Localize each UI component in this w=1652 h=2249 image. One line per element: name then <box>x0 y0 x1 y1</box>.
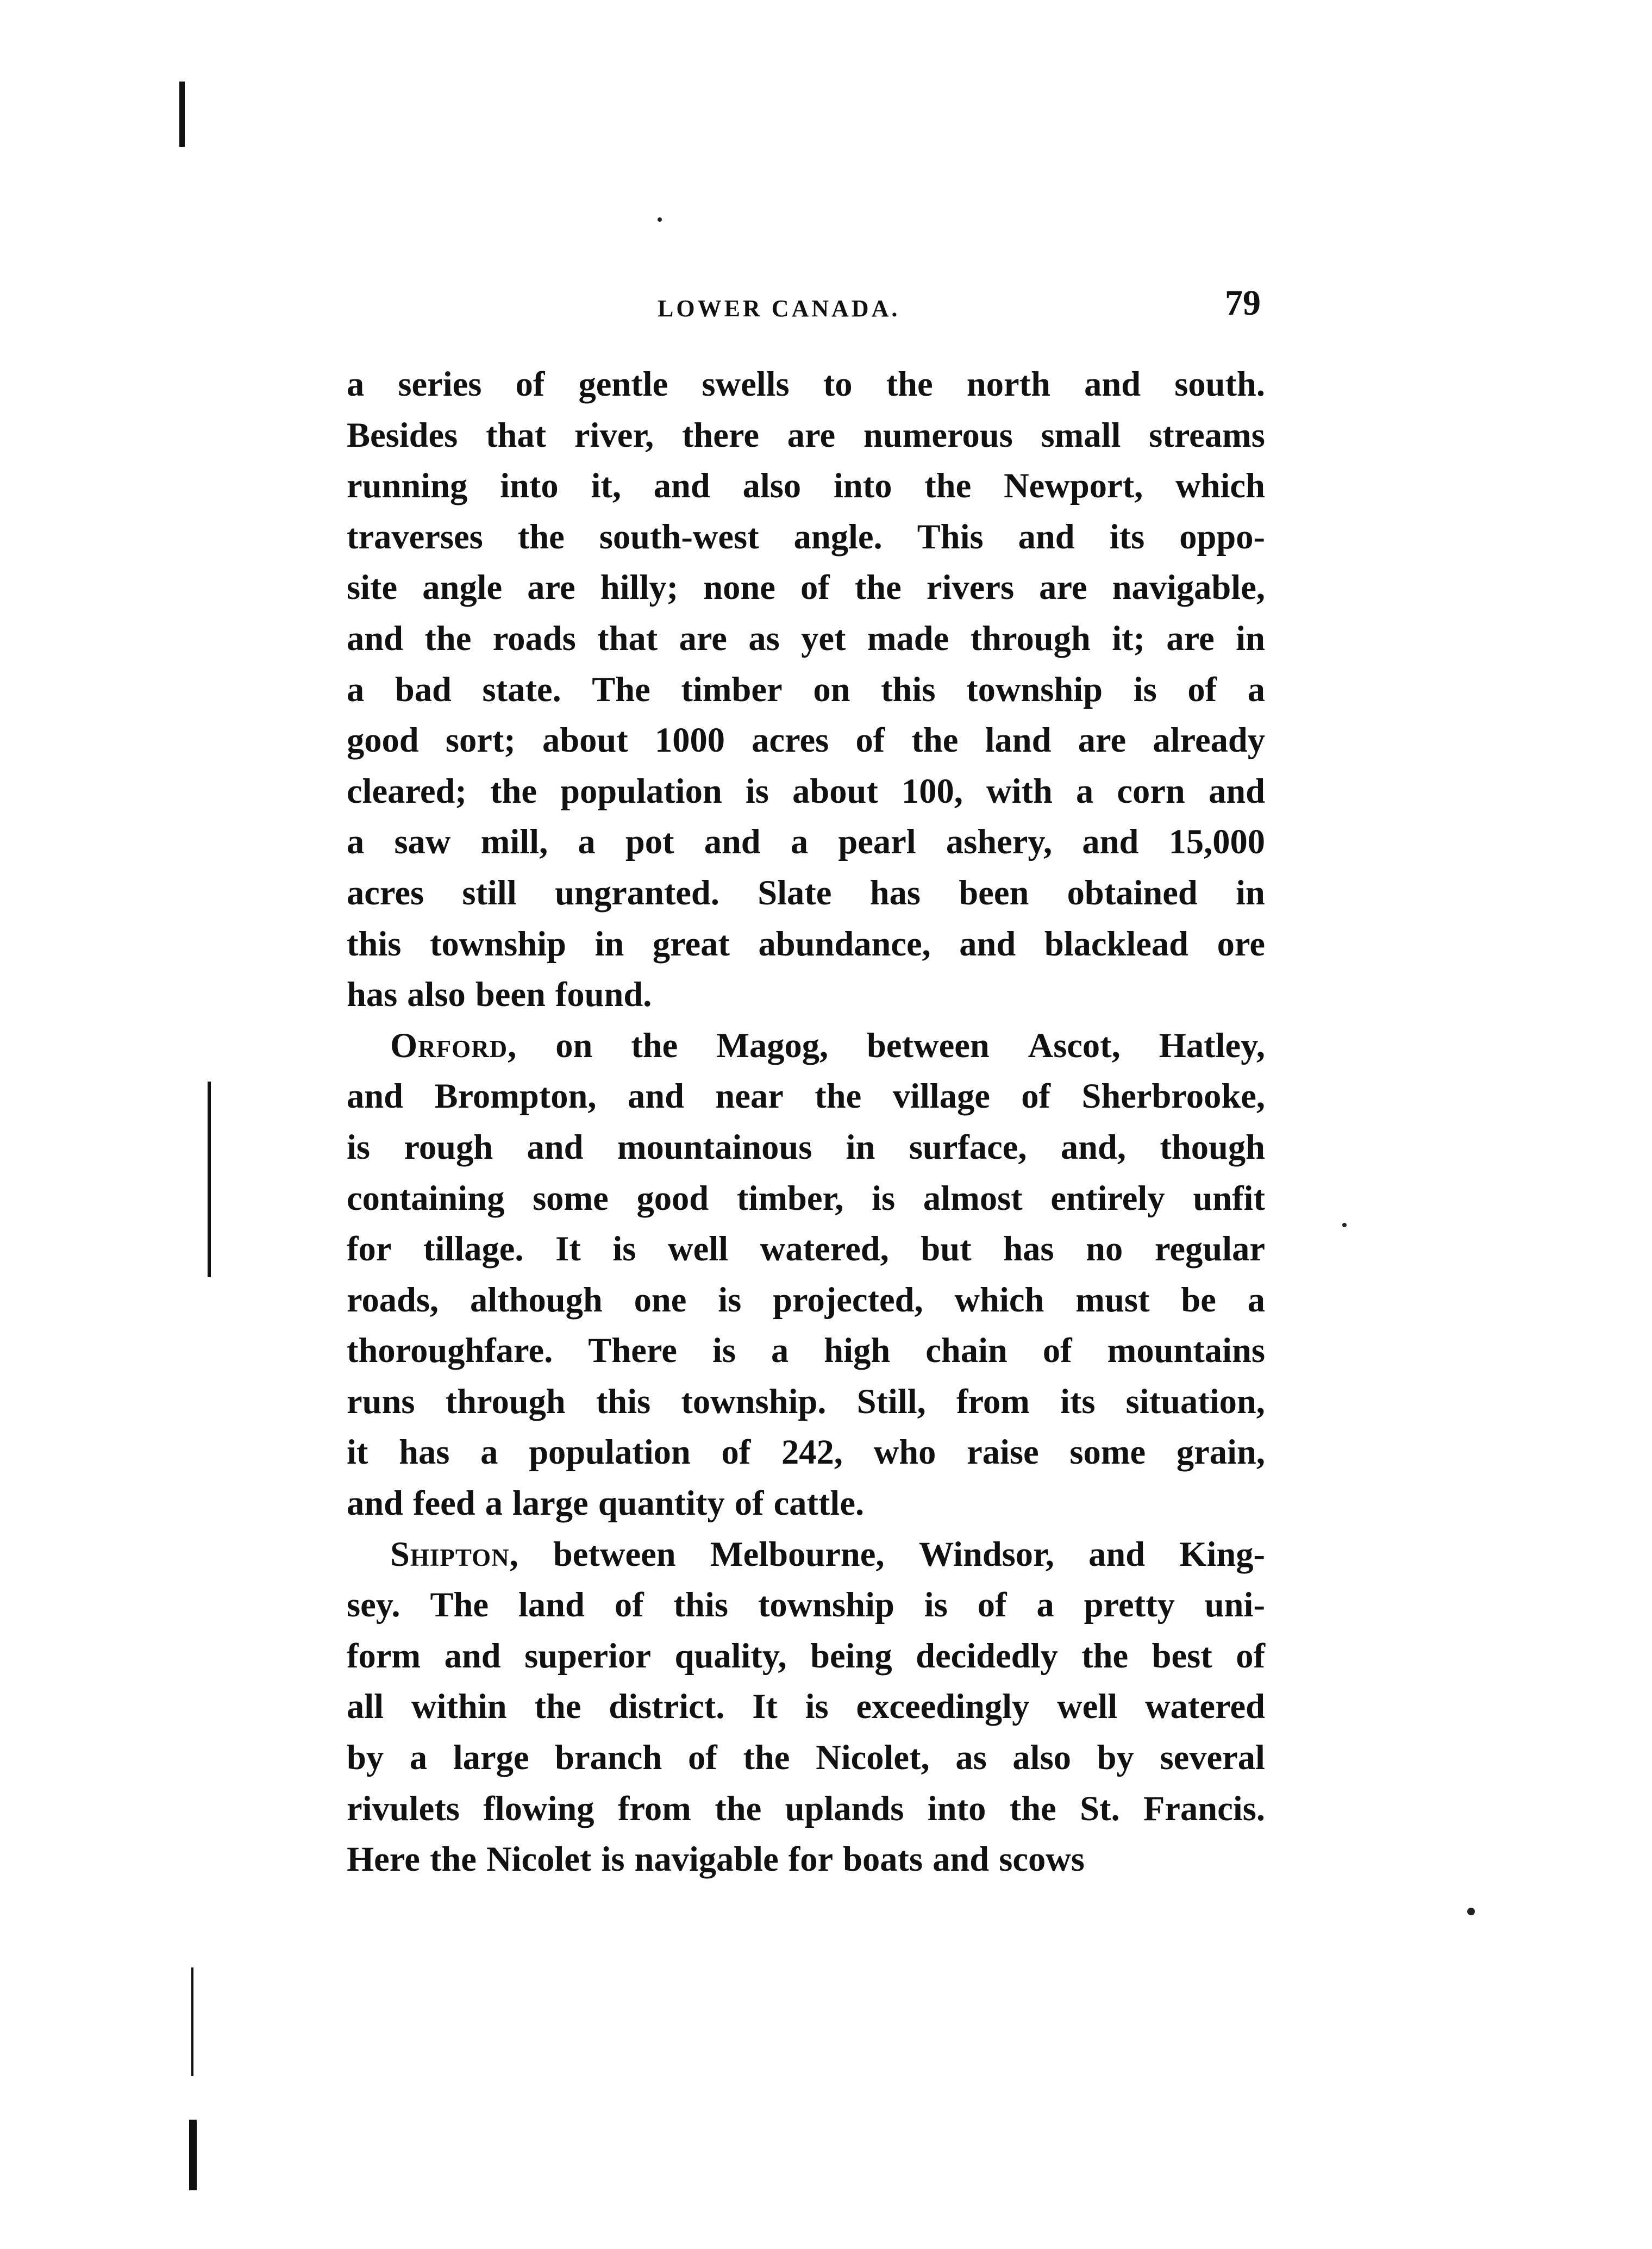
text-line: good sort; about 1000 acres of the land are already <box>347 721 1265 760</box>
text-line: and Brompton, and near the village of Sherbrooke, <box>347 1077 1265 1116</box>
text-line: for tillage. It is well watered, but has no regular <box>347 1229 1265 1269</box>
scan-artifact-speck <box>1342 1223 1347 1227</box>
text-line: running into it, and also into the Newport, which <box>347 466 1265 505</box>
scan-artifact-mark <box>191 1967 193 2076</box>
text-line: and the roads that are as yet made through it; are in <box>347 619 1265 658</box>
text-line: by a large branch of the Nicolet, as also by several <box>347 1738 1265 1777</box>
text-line: Here the Nicolet is navigable for boats and scows <box>347 1840 1085 1879</box>
text-line: containing some good timber, is almost entirely unfit <box>347 1178 1265 1217</box>
text-line: Besides that river, there are numerous small streams <box>347 415 1265 454</box>
paragraph <box>347 1529 1265 1885</box>
body-text <box>347 359 1265 1885</box>
text-line: has also been found. <box>347 975 652 1014</box>
paragraph <box>347 359 1265 1020</box>
running-head: LOWER CANADA. <box>658 295 900 322</box>
text-line: thoroughfare. There is a high chain of mountains <box>347 1331 1265 1370</box>
text-line: form and superior quality, being decidedly the best of <box>347 1636 1265 1675</box>
scan-artifact-speck <box>1467 1908 1475 1915</box>
text-line: a saw mill, a pot and a pearl ashery, and 15,000 <box>347 822 1265 861</box>
paragraph <box>347 1020 1265 1529</box>
text-line: all within the district. It is exceedingly well watered <box>347 1687 1265 1726</box>
paragraph-lead-word: Shipton, <box>390 1534 519 1573</box>
text-line: traverses the south-west angle. This and its oppo- <box>347 517 1265 556</box>
text-line: runs through this township. Still, from its situation, <box>347 1382 1265 1421</box>
text-line: and feed a large quantity of cattle. <box>347 1484 865 1523</box>
text-line: this township in great abundance, and blacklead ore <box>347 924 1265 963</box>
text-line: it has a population of 242, who raise some grain, <box>347 1433 1265 1472</box>
text-line: sey. The land of this township is of a pretty uni- <box>347 1585 1265 1625</box>
scan-artifact-speck <box>658 217 662 222</box>
text-line: a bad state. The timber on this township is of a <box>347 670 1265 709</box>
page-number: 79 <box>1225 283 1261 323</box>
text-line: Shipton, between Melbourne, Windsor, and King- <box>347 1529 1265 1580</box>
text-line: Orford, on the Magog, between Ascot, Hatley, <box>347 1020 1265 1071</box>
text-line: site angle are hilly; none of the rivers are navigable, <box>347 568 1265 607</box>
page-header <box>348 283 1261 348</box>
text-line: cleared; the population is about 100, with a corn and <box>347 771 1265 810</box>
scan-artifact-mark <box>179 82 185 147</box>
text-line: is rough and mountainous in surface, and, though <box>347 1127 1265 1166</box>
text-line: acres still ungranted. Slate has been obtained in <box>347 873 1265 912</box>
text-line: rivulets flowing from the uplands into the St. Francis. <box>347 1789 1265 1828</box>
text-line: a series of gentle swells to the north and south. <box>347 365 1265 403</box>
scan-artifact-mark <box>208 1082 211 1277</box>
scan-artifact-mark <box>189 2120 197 2190</box>
text-line: roads, although one is projected, which must be a <box>347 1280 1265 1319</box>
paragraph-lead-word: Orford, <box>390 1026 517 1065</box>
